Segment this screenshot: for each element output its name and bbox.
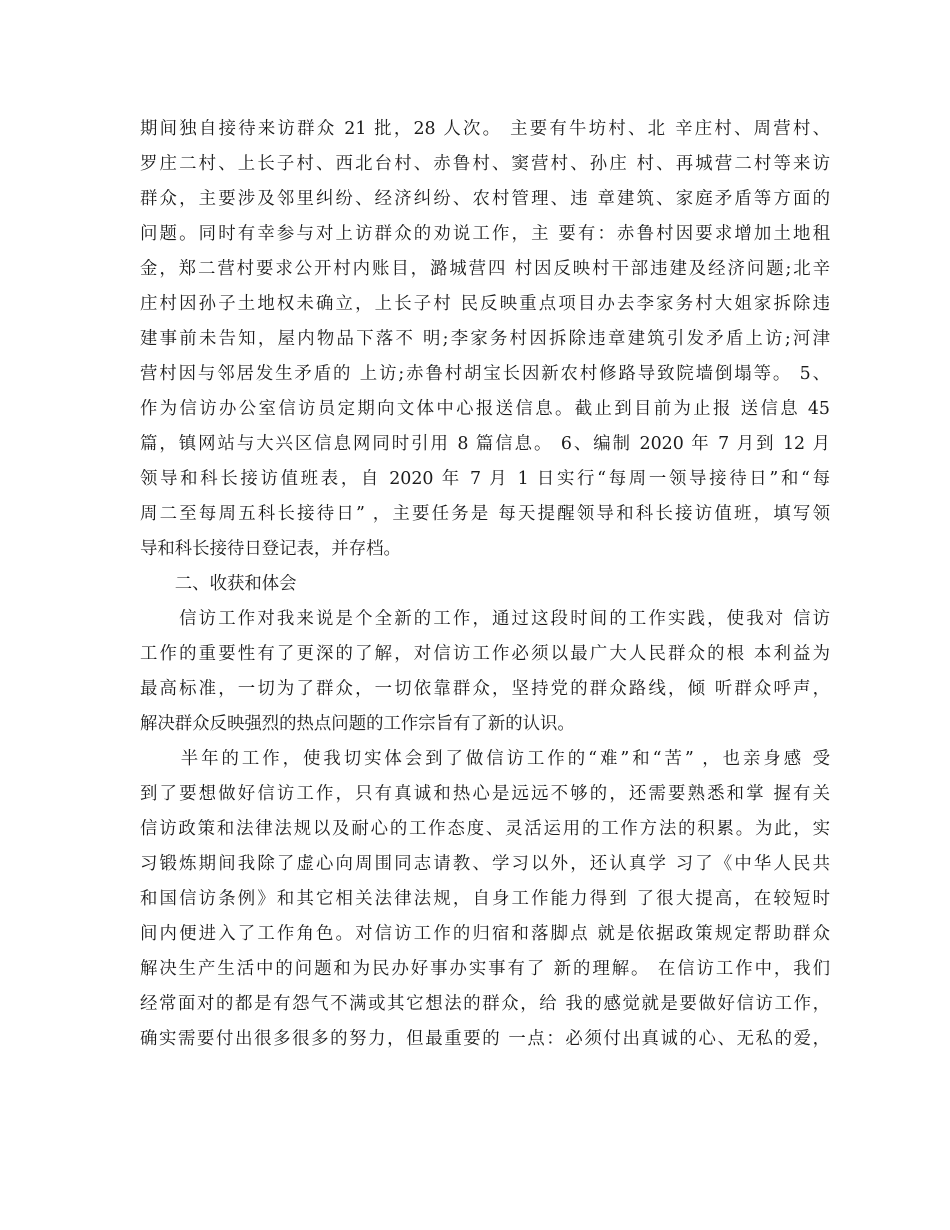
text-line: 群众，主要涉及邻里纠纷、经济纠纷、农村管理、违 章建筑、家庭矛盾等方面的 — [140, 189, 830, 209]
text-line: 最高标准，一切为了群众，一切依靠群众，坚持党的群众路线，倾 听群众呼声， — [140, 679, 830, 699]
text-line: 经常面对的都是有怨气不满或其它想法的群众，给 我的感觉就是要做好信访工作， — [140, 994, 830, 1014]
text-line: 作为信访办公室信访员定期向文体中心报送信息。截止到目前为止报 送信息 45 — [140, 399, 830, 419]
text-line: 解决群众反映强烈的热点问题的工作宗旨有了新的认识。 — [140, 714, 575, 734]
text-line: 解决生产生活中的问题和为民办好事办实事有了 新的理解。 在信访工作中，我们 — [140, 959, 830, 979]
text-line: 金，郑二营村要求公开村内账目，潞城营四 村因反映村干部违建及经济问题;北辛 — [140, 259, 830, 279]
text-line: 周二至每周五科长接待日” ，主要任务是 每天提醒领导和科长接访值班，填写领 — [140, 504, 830, 524]
text-line: 信访政策和法律法规以及耐心的工作态度、灵活运用的工作方法的积累。为此，实 — [140, 819, 830, 839]
text-line: 习锻炼期间我除了虚心向周围同志请教、学习以外，还认真学 习了《中华人民共 — [140, 854, 830, 874]
text-line: 营村因与邻居发生矛盾的 上访;赤鲁村胡宝长因新农村修路导致院墙倒塌等。 5、 — [140, 364, 830, 384]
text-line: 确实需要付出很多很多的努力，但最重要的 一点：必须付出真诚的心、无私的爱， — [140, 1029, 830, 1049]
text-line: 篇，镇网站与大兴区信息网同时引用 8 篇信息。 6、编制 2020 年 7 月到 12 月 — [140, 434, 830, 454]
section-heading: 二、收获和体会 — [140, 574, 297, 594]
text-line: 和国信访条例》和其它相关法律法规，自身工作能力得到 了很大提高，在较短时 — [140, 889, 830, 909]
text-line: 建事前未告知，屋内物品下落不 明;李家务村因拆除违章建筑引发矛盾上访;河津 — [140, 329, 830, 349]
text-line: 到了要想做好信访工作，只有真诚和热心是远远不够的，还需要熟悉和掌 握有关 — [140, 784, 830, 804]
text-line: 信访工作对我来说是个全新的工作，通过这段时间的工作实践，使我对 信访 — [140, 609, 830, 629]
text-line: 领导和科长接访值班表，自 2020 年 7 月 1 日实行“每周一领导接待日”和“每 — [140, 469, 830, 489]
text-line: 问题。同时有幸参与对上访群众的劝说工作，主 要有：赤鲁村因要求增加土地租 — [140, 224, 830, 244]
text-line: 间内便进入了工作角色。对信访工作的归宿和落脚点 就是依据政策规定帮助群众 — [140, 924, 830, 944]
text-line: 罗庄二村、上长子村、西北台村、赤鲁村、窦营村、孙庄 村、再城营二村等来访 — [140, 154, 830, 174]
text-line: 半年的工作，使我切实体会到了做信访工作的“难”和“苦” ，也亲身感 受 — [140, 749, 830, 769]
text-line: 工作的重要性有了更深的了解，对信访工作必须以最广大人民群众的根 本利益为 — [140, 644, 830, 664]
text-line: 导和科长接待日登记表，并存档。 — [140, 539, 401, 559]
text-line: 期间独自接待来访群众 21 批，28 人次。 主要有牛坊村、北 辛庄村、周营村、 — [140, 119, 830, 139]
text-line: 庄村因孙子土地权未确立，上长子村 民反映重点项目办去李家务村大姐家拆除违 — [140, 294, 830, 314]
